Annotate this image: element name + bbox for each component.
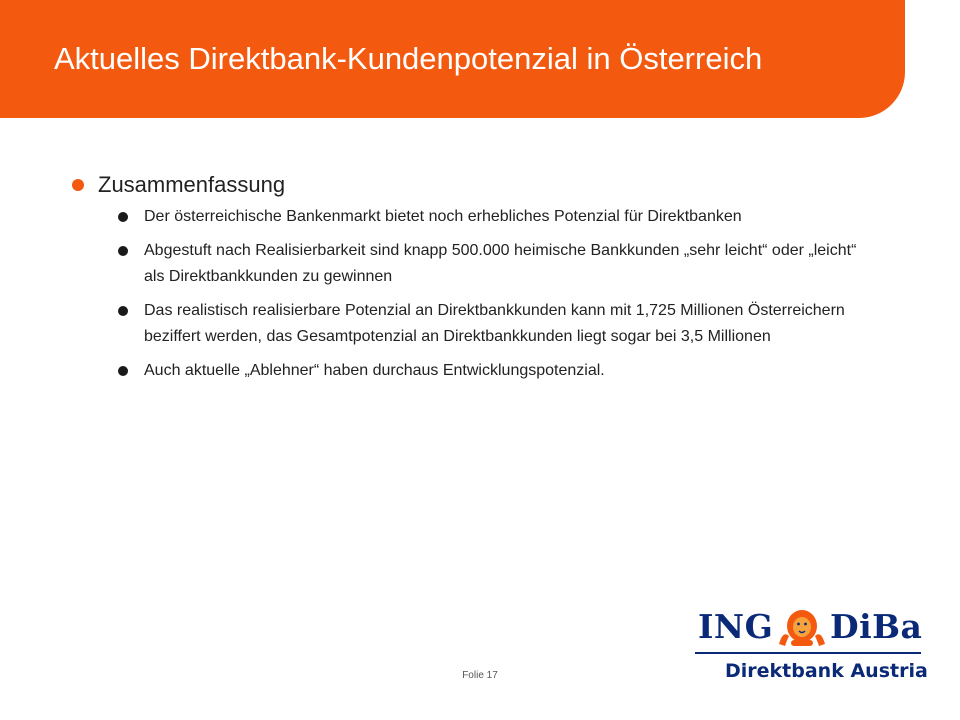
bullet-icon — [118, 212, 128, 222]
list-item-text: Abgestuft nach Realisierbarkeit sind knapp 500.000 heimische Bankkunden „sehr leicht“ oder „leicht“ als Direktbankkunden zu gewinnen — [144, 242, 857, 285]
summary-list — [72, 204, 872, 384]
slide-title: Aktuelles Direktbank-Kundenpotenzial in Österreich — [54, 41, 763, 76]
bullet-icon — [118, 366, 128, 376]
logo-wordmark — [695, 604, 925, 650]
logo-tagline: Direktbank Austria — [725, 660, 928, 682]
slide-number: Folie 17 — [462, 670, 498, 681]
bullet-icon — [118, 306, 128, 316]
list-item-text: Auch aktuelle „Ablehner“ haben durchaus Entwicklungspotenzial. — [144, 362, 605, 379]
logo-divider — [695, 652, 921, 654]
logo-word-ing: ING — [698, 607, 774, 646]
slide-content — [72, 170, 872, 392]
logo-word-diba: DiBa — [830, 607, 923, 646]
list-item-text: Der österreichische Bankenmarkt bietet noch erhebliches Potenzial für Direktbanken — [144, 208, 742, 225]
list-item — [118, 238, 872, 290]
list-item-text: Das realistisch realisierbare Potenzial an Direktbankkunden kann mit 1,725 Millionen Österreichern beziffert werden, das Gesamtpotenzial an Direktbankkunden liegt sogar bei 3,5 Millionen — [144, 302, 845, 345]
section-heading: Zusammenfassung — [98, 172, 286, 197]
lion-icon — [777, 606, 827, 648]
orange-bullet-icon — [72, 179, 84, 191]
list-item — [118, 204, 872, 230]
list-item — [118, 358, 872, 384]
title-band — [0, 0, 905, 118]
section-heading-item — [72, 170, 872, 200]
ing-diba-logo — [695, 604, 928, 690]
bullet-icon — [118, 246, 128, 256]
list-item — [118, 298, 872, 350]
